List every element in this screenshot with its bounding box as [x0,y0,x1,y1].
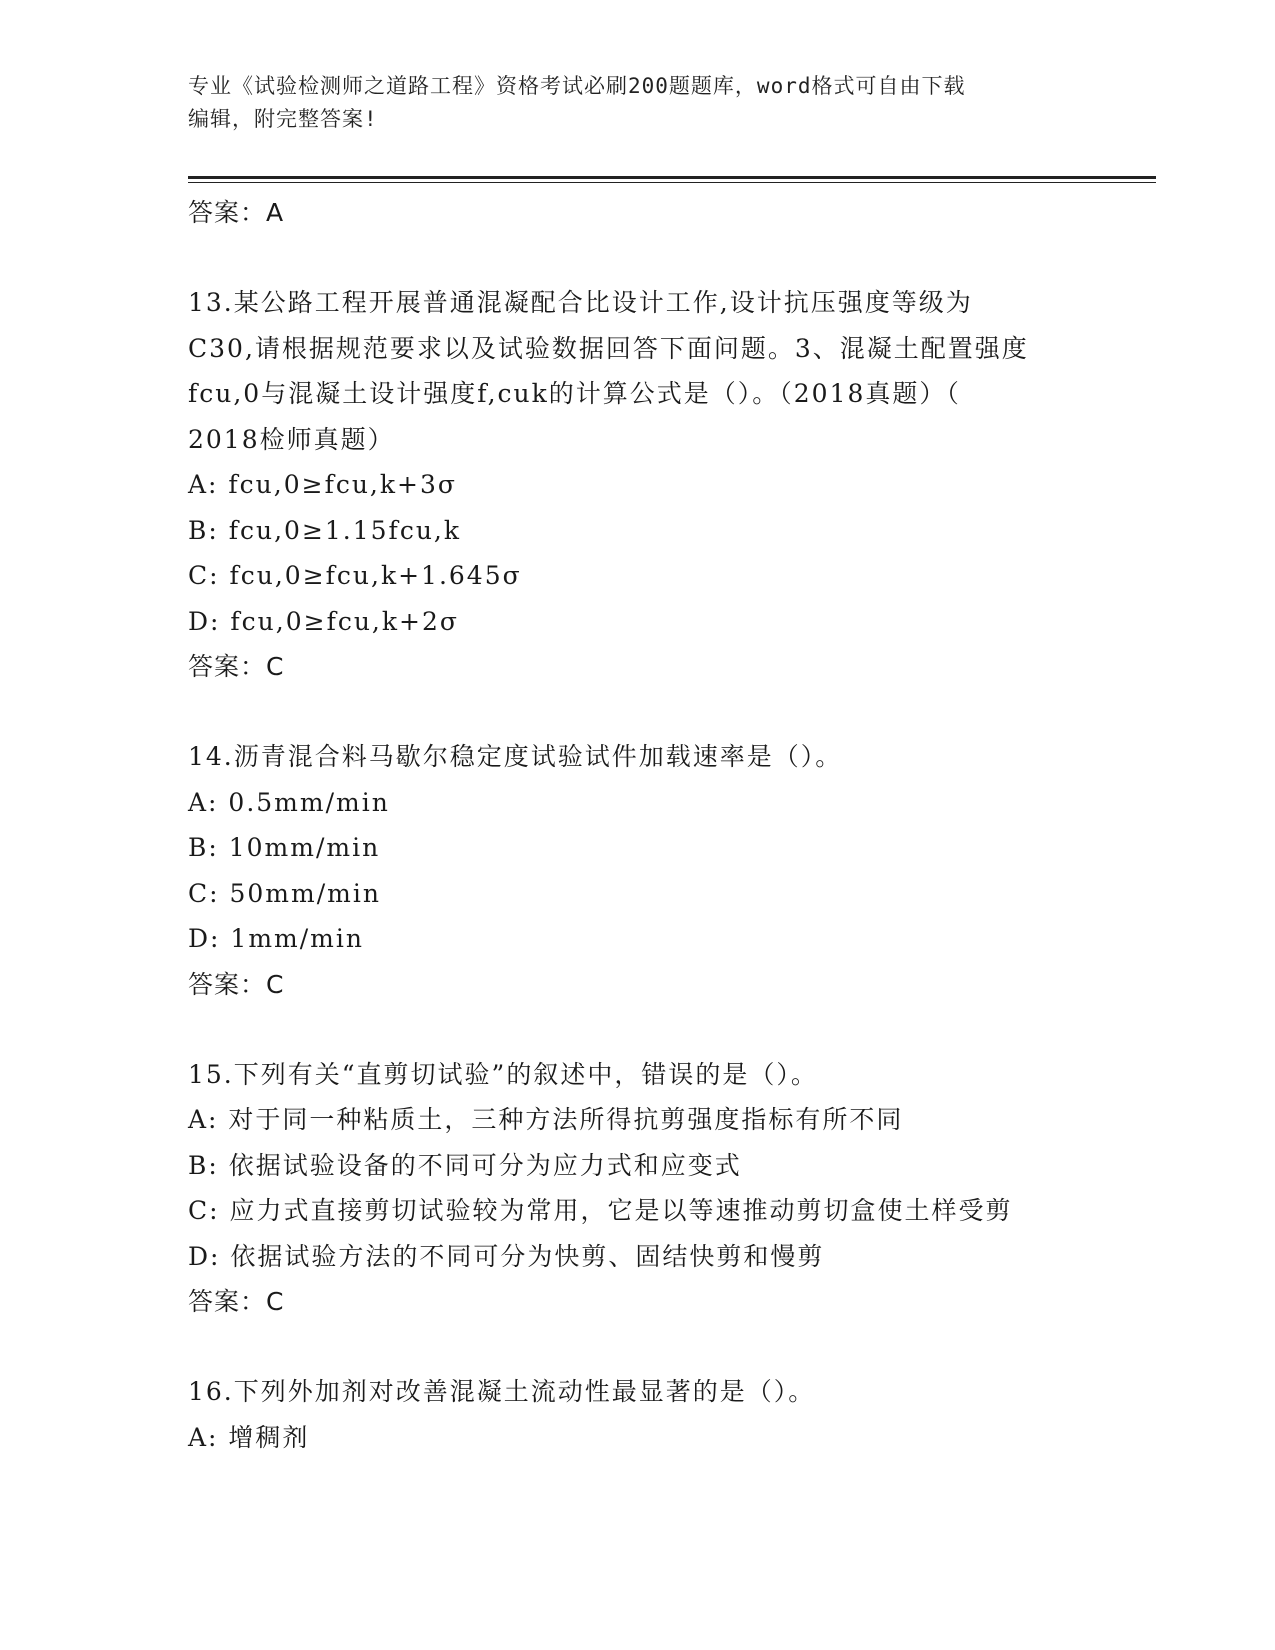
question-16-option-a: A: 增稠剂 [188,1422,310,1452]
header-line-2: 编辑，附完整答案! [188,107,378,131]
question-16 [188,1369,1156,1460]
question-14-option-b: B: 10mm/min [188,833,381,862]
question-list [188,190,1156,1460]
question-15-option-b: B: 依据试验设备的不同可分为应力式和应变式 [188,1150,742,1180]
question-13-answer: 答案：C [188,652,285,681]
question-15-stem [188,1052,1156,1098]
question-14-option-d: D: 1mm/min [188,924,364,953]
question-13-line-1: 13.某公路工程开展普通混凝配合比设计工作,设计抗压强度等级为 [188,288,973,317]
question-13-stem [188,280,1156,462]
spacer [188,690,1156,734]
question-14-line-1: 14.沥青混合料马歇尔稳定度试验试件加载速率是（）。 [188,742,843,771]
question-13-line-4: 2018检师真题） [188,424,395,454]
question-13-option-a: A: fcu,0≥fcu,k+3σ [188,470,457,499]
spacer [188,236,1156,280]
question-15-option-d: D: 依据试验方法的不同可分为快剪、固结快剪和慢剪 [188,1241,825,1271]
header-rule-thin [188,182,1156,183]
question-15 [188,1052,1156,1326]
question-13-option-b: B: fcu,0≥1.15fcu,k [188,515,462,545]
question-14 [188,734,1156,1008]
question-14-stem [188,734,1156,780]
spacer [188,1008,1156,1052]
question-15-line-1: 15.下列有关“直剪切试验”的叙述中，错误的是（）。 [188,1059,818,1089]
question-13-option-c: C: fcu,0≥fcu,k+1.645σ [188,561,522,590]
question-14-answer: 答案：C [188,969,285,999]
header-line-1: 专业《试验检测师之道路工程》资格考试必刷200题题库，word格式可自由下载 [188,74,966,98]
question-15-option-a: A: 对于同一种粘质土，三种方法所得抗剪强度指标有所不同 [188,1105,904,1134]
question-15-answer: 答案：C [188,1287,285,1316]
question-16-stem [188,1369,1156,1415]
question-13-option-d: D: fcu,0≥fcu,k+2σ [188,606,459,636]
question-13-line-3: fcu,0与混凝土设计强度f,cuk的计算公式是（）。（2018真题）（ [188,379,961,408]
header-rule-thick [188,176,1156,179]
page-header [188,70,1088,136]
question-13-line-2: C30,请根据规范要求以及试验数据回答下面问题。3、混凝土配置强度 [188,333,1029,363]
answer-previous: 答案：A [188,198,285,227]
spacer [188,1325,1156,1369]
question-14-option-c: C: 50mm/min [188,878,381,908]
question-14-option-a: A: 0.5mm/min [188,787,390,817]
question-13 [188,280,1156,690]
question-16-line-1: 16.下列外加剂对改善混凝土流动性最显著的是（）。 [188,1377,816,1406]
question-15-option-c: C: 应力式直接剪切试验较为常用，它是以等速推动剪切盒使土样受剪 [188,1196,1013,1225]
